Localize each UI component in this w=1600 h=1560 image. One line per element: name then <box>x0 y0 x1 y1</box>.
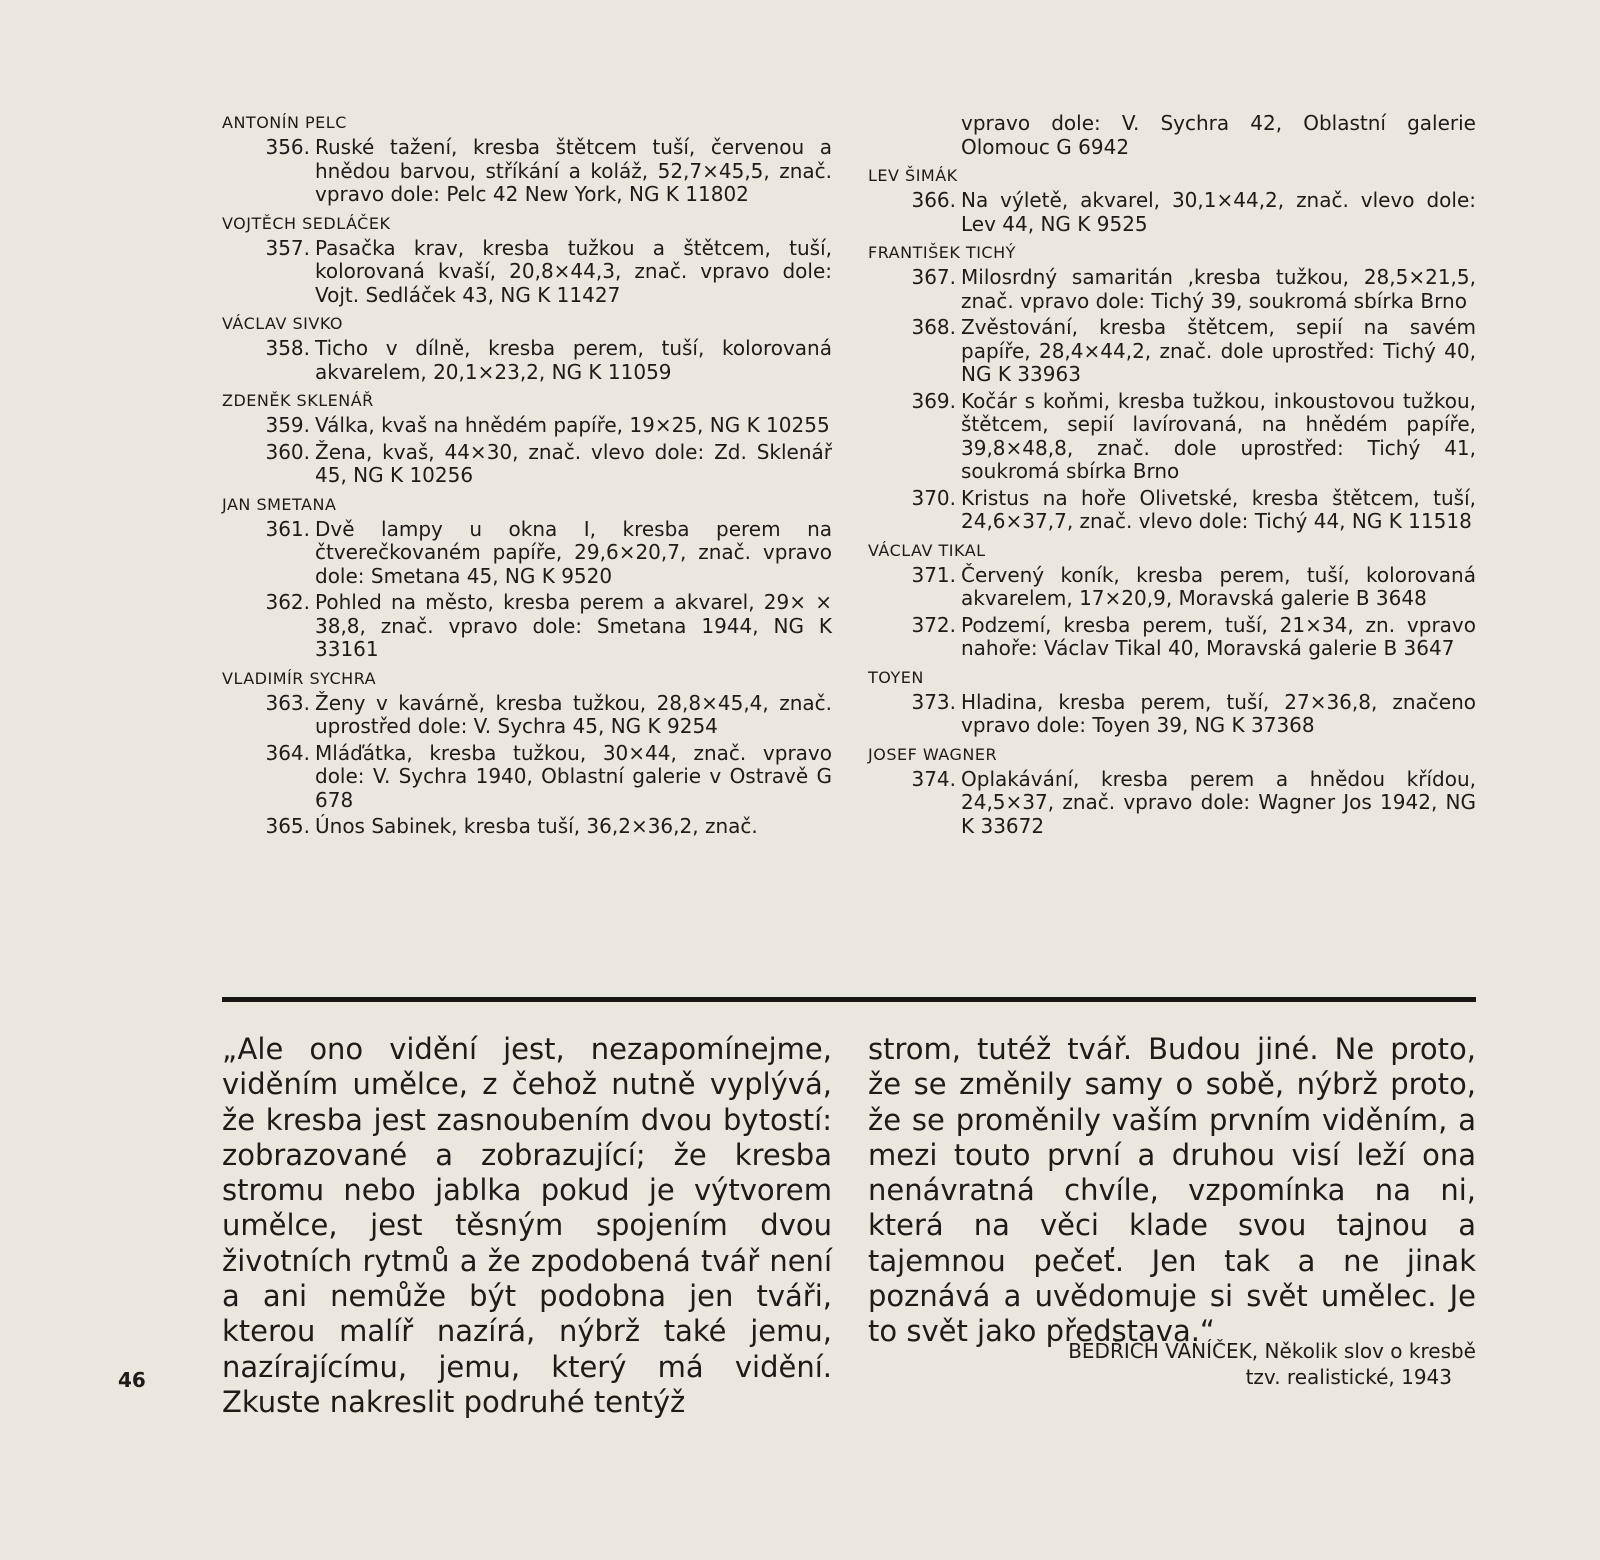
entry-number: 368. <box>911 315 956 339</box>
artist-name: VLADIMÍR SYCHRA <box>222 668 377 688</box>
catalog-entry <box>222 414 832 438</box>
catalog-entry <box>868 316 1476 387</box>
entry-number: 358. <box>265 336 310 360</box>
entry-number: 364. <box>265 740 310 765</box>
catalog-entry <box>868 390 1476 484</box>
entry-number: 363. <box>265 690 310 715</box>
artist-name: VÁCLAV SIVKO <box>222 314 344 333</box>
entry-description: Dvě lampy u okna I, kresba perem na čtverečkovaném papíře, 29,6×20,7, znač. vpravo dole: Smetana 45, NG K 9520 <box>315 516 832 588</box>
catalog-entry <box>868 564 1476 611</box>
entry-number: 362. <box>265 590 310 614</box>
entry-description: Zvěstování, kresba štětcem, sepií na savém papíře, 28,4×44,2, znač. dole uprostřed: Tichý 40, NG K 33963 <box>961 315 1476 386</box>
artist-name: ZDENĚK SKLENÁŘ <box>222 391 374 410</box>
artist-name: VÁCLAV TIKAL <box>868 540 986 560</box>
entry-number: 370. <box>911 485 956 510</box>
quote-text-part2: strom, tutéž tvář. Budou jiné. Ne proto, že se změnily samy o sobě, nýbrž proto, že se proměnily vaším prvním viděním, a mezi touto první a druhou visí leží ona nenávratná chvíle, vzpomínka na ni, která na věci klade svou tajnou a tajemnou pečeť. Jen tak a ne jinak poznává a uvědomuje si svět umělec. Je to svět jako představa.“ <box>868 1032 1476 1349</box>
catalog-entry <box>222 136 832 207</box>
entry-description: Mláďátka, kresba tužkou, 30×44, znač. vpravo dole: V. Sychra 1940, Oblastní galerie v Ostravě G 678 <box>315 740 832 812</box>
entry-description: Žena, kvaš, 44×30, znač. vlevo dole: Zd. Sklenář 45, NG K 10256 <box>315 439 832 487</box>
entry-description: Ženy v kavárně, kresba tužkou, 28,8×45,4, znač. uprostřed dole: V. Sychra 45, NG K 9254 <box>315 690 832 738</box>
entry-number: 359. <box>265 413 310 437</box>
catalog-entry <box>868 614 1476 661</box>
entry-description: Válka, kvaš na hnědém papíře, 19×25, NG K 10255 <box>315 413 830 437</box>
quote-text-part1: „Ale ono vidění jest, nezapomínejme, viděním umělce, z čehož nutně vyplývá, že kresba jest zasnoubením dvou bytostí: zobrazované a zobrazující; že kresba stromu nebo jablka pokud je výtvorem umělce, jest těsným spojením dvou životních rytmů a že zpodobená tvář není a ani nemůže být podobna jen tváři, kterou malíř nazírá, nýbrž také jemu, nazírajícímu, jemu, který má vidění. Zkuste nakreslit podruhé tentýž <box>222 1032 832 1419</box>
entry-description: Hladina, kresba perem, tuší, 27×36,8, značeno vpravo dole: Toyen 39, NG K 37368 <box>961 689 1476 737</box>
catalog-entry <box>222 237 832 308</box>
quote-left-column <box>222 1032 832 1420</box>
entry-description: Kristus na hoře Olivetské, kresba štětcem, tuší, 24,6×37,7, znač. vlevo dole: Tichý 44, NG K 11518 <box>961 485 1476 533</box>
entry-description: Kočár s koňmi, kresba tužkou, inkoustovou tužkou, štětcem, sepií lavírovaná, na hnědém papíře, 39,8×48,8, znač. dole uprostřed: Tichý 41, soukromá sbírka Brno <box>961 388 1476 483</box>
quote-attribution <box>868 1338 1476 1390</box>
entry-description: Na výletě, akvarel, 30,1×44,2, znač. vlevo dole: Lev 44, NG K 9525 <box>961 188 1476 236</box>
entry-description: Ticho v dílně, kresba perem, tuší, kolorovaná akvarelem, 20,1×23,2, NG K 11059 <box>315 336 832 384</box>
right-catalog-column <box>868 112 1476 841</box>
catalog-entry <box>868 691 1476 738</box>
quote-right-column <box>868 1032 1476 1350</box>
catalog-entry <box>222 441 832 488</box>
left-catalog-column <box>222 106 832 842</box>
catalog-entry <box>222 692 832 739</box>
entry-description: Pasačka krav, kresba tužkou a štětcem, tuší, kolorovaná kvaší, 20,8×44,3, znač. vpravo dole: Vojt. Sedláček 43, NG K 11427 <box>315 235 832 307</box>
page-number: 46 <box>118 1368 146 1392</box>
catalog-entry <box>868 487 1476 534</box>
entry-number: 357. <box>265 235 310 260</box>
artist-name: ANTONÍN PELC <box>222 113 347 132</box>
artist-name: TOYEN <box>868 667 924 687</box>
catalog-entry <box>868 266 1476 313</box>
entry-description: Oplakávání, kresba perem a hnědou křídou, 24,5×37, znač. vpravo dole: Wagner Jos 1942, NG K 33672 <box>961 766 1476 838</box>
catalog-entry <box>222 591 832 662</box>
entry-number: 369. <box>911 388 956 413</box>
entry-number: 360. <box>265 439 310 464</box>
entry-description: Podzemí, kresba perem, tuší, 21×34, zn. vpravo nahoře: Václav Tikal 40, Moravská galerie B 3647 <box>961 612 1476 660</box>
catalog-entry <box>222 518 832 589</box>
attribution-line-1: BEDŘICH VANÍČEK, Několik slov o kresbě <box>1068 1339 1476 1363</box>
catalog-entry <box>222 815 832 839</box>
artist-name: VOJTĚCH SEDLÁČEK <box>222 213 391 233</box>
entry-description: Milosrdný samaritán ,kresba tužkou, 28,5×21,5, znač. vpravo dole: Tichý 39, soukromá sbírka Brno <box>961 265 1476 313</box>
catalog-entry <box>222 742 832 813</box>
entry-number: 373. <box>911 689 956 714</box>
entry-description: Ruské tažení, kresba štětcem tuší, červenou a hnědou barvou, stříkání a koláž, 52,7×45,5, znač. vpravo dole: Pelc 42 New York, NG K 11802 <box>315 135 832 206</box>
entry-number: 365. <box>265 814 310 838</box>
entry-number: 356. <box>265 135 310 159</box>
entry-number: 371. <box>911 562 956 587</box>
continued-entry-text: vpravo dole: V. Sychra 42, Oblastní galerie Olomouc G 6942 <box>961 111 1476 159</box>
entry-description: Únos Sabinek, kresba tuší, 36,2×36,2, znač. <box>315 814 758 838</box>
artist-name: LEV ŠIMÁK <box>868 166 958 185</box>
entry-number: 372. <box>911 612 956 637</box>
section-divider <box>222 997 1476 1002</box>
entry-number: 367. <box>911 265 956 289</box>
artist-name: JAN SMETANA <box>222 494 337 514</box>
entry-number: 374. <box>911 766 956 791</box>
catalog-entry <box>868 189 1476 236</box>
artist-name: FRANTIŠEK TICHÝ <box>868 243 1016 262</box>
entry-number: 366. <box>911 188 956 212</box>
artist-name: JOSEF WAGNER <box>868 744 998 764</box>
catalog-entry <box>222 337 832 384</box>
attribution-line-2: tzv. realistické, 1943 <box>1245 1365 1452 1389</box>
entry-description: Pohled na město, kresba perem a akvarel, 29× × 38,8, znač. vpravo dole: Smetana 1944, NG K 33161 <box>315 590 832 661</box>
entry-description: Červený koník, kresba perem, tuší, kolorovaná akvarelem, 17×20,9, Moravská galerie B 3648 <box>961 562 1476 610</box>
catalog-entry <box>868 768 1476 839</box>
entry-number: 361. <box>265 516 310 541</box>
